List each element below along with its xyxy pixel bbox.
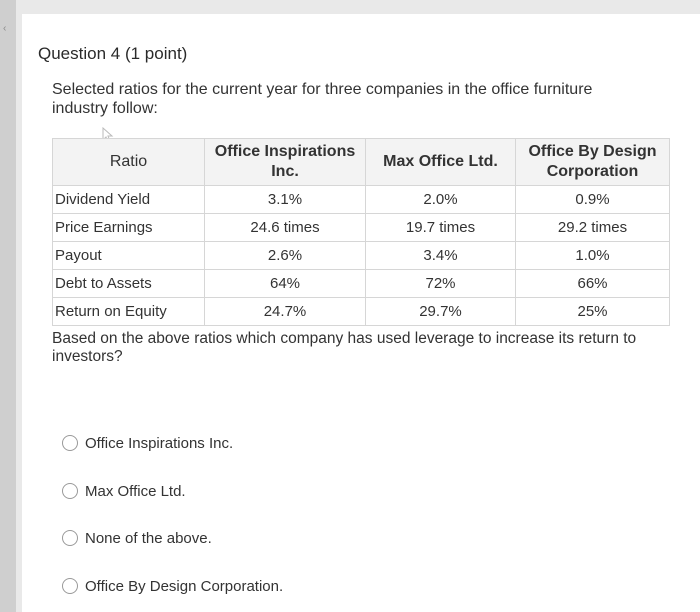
table-header-row [53, 139, 670, 186]
question-title [38, 44, 187, 64]
radio-button[interactable] [62, 530, 78, 546]
header-office-inspirations: Office Inspirations Inc. [205, 139, 366, 186]
table-row [53, 242, 670, 270]
row-label: Price Earnings [53, 214, 205, 242]
table-row [53, 214, 670, 242]
question-number: Question 4 [38, 44, 121, 63]
table-row [53, 298, 670, 326]
option-max-office[interactable] [62, 481, 186, 501]
option-label: Office Inspirations Inc. [85, 434, 234, 452]
radio-button[interactable] [62, 483, 78, 499]
table-row [53, 270, 670, 298]
cell-value: 3.1% [205, 186, 366, 214]
cell-value: 1.0% [516, 242, 670, 270]
option-none-of-the-above[interactable] [62, 528, 212, 548]
question-followup: Based on the above ratios which company has used leverage to increase its return to investors? [52, 330, 637, 365]
left-gutter [0, 0, 16, 612]
cell-value: 64% [205, 270, 366, 298]
header-ratio: Ratio [53, 139, 205, 186]
option-office-by-design[interactable] [62, 576, 283, 596]
question-prompt: Selected ratios for the current year for three companies in the office furniture industry follow: [52, 81, 593, 117]
table-row [53, 186, 670, 214]
cell-value: 19.7 times [366, 214, 516, 242]
cell-value: 25% [516, 298, 670, 326]
cell-value: 72% [366, 270, 516, 298]
row-label: Debt to Assets [53, 270, 205, 298]
cell-value: 2.0% [366, 186, 516, 214]
header-max-office: Max Office Ltd. [366, 139, 516, 186]
row-label: Return on Equity [53, 298, 205, 326]
cell-value: 29.2 times [516, 214, 670, 242]
row-label: Payout [53, 242, 205, 270]
cell-value: 2.6% [205, 242, 366, 270]
cell-value: 29.7% [366, 298, 516, 326]
row-label: Dividend Yield [53, 186, 205, 214]
option-office-inspirations[interactable] [62, 433, 233, 453]
question-points: (1 point) [124, 44, 188, 63]
option-label: None of the above. [85, 529, 212, 547]
chevron-left-icon: ‹ [3, 23, 7, 34]
radio-button[interactable] [62, 435, 78, 451]
cell-value: 24.7% [205, 298, 366, 326]
question-panel [22, 14, 700, 612]
option-label: Office By Design Corporation. [85, 577, 284, 595]
cell-value: 3.4% [366, 242, 516, 270]
cell-value: 66% [516, 270, 670, 298]
cell-value: 0.9% [516, 186, 670, 214]
option-label: Max Office Ltd. [85, 482, 186, 500]
header-office-by-design: Office By Design Corporation [516, 139, 670, 186]
cell-value: 24.6 times [205, 214, 366, 242]
radio-button[interactable] [62, 578, 78, 594]
ratios-table [52, 138, 670, 326]
